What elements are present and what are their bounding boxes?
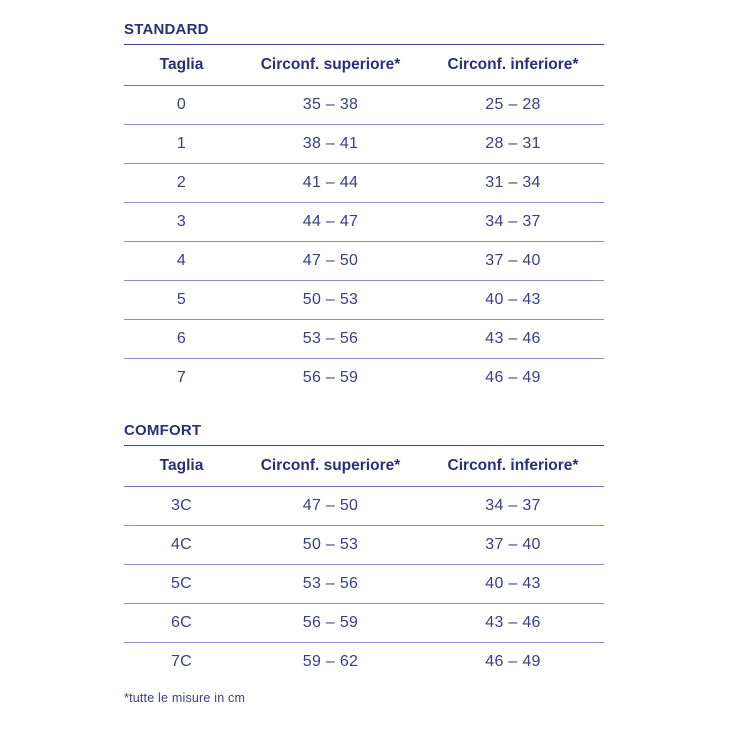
lower-circumference-cell: 43 – 46 (422, 320, 604, 359)
table-row (124, 526, 604, 565)
table-row (124, 86, 604, 125)
upper-circumference-cell: 53 – 56 (239, 565, 422, 604)
upper-circumference-cell: 47 – 50 (239, 487, 422, 526)
size-cell: 1 (124, 125, 239, 164)
upper-circumference-cell: 41 – 44 (239, 164, 422, 203)
upper-circumference-cell: 47 – 50 (239, 242, 422, 281)
lower-circumference-cell: 37 – 40 (422, 526, 604, 565)
lower-circumference-cell: 37 – 40 (422, 242, 604, 281)
upper-circumference-cell: 35 – 38 (239, 86, 422, 125)
table-row (124, 281, 604, 320)
upper-circumference-cell: 44 – 47 (239, 203, 422, 242)
size-cell: 0 (124, 86, 239, 125)
size-cell: 4 (124, 242, 239, 281)
comfort-header-lower: Circonf. inferiore* (422, 446, 604, 487)
table-row (124, 164, 604, 203)
size-cell: 6C (124, 604, 239, 643)
upper-circumference-cell: 50 – 53 (239, 526, 422, 565)
upper-circumference-cell: 56 – 59 (239, 604, 422, 643)
table-row (124, 487, 604, 526)
table-row (124, 320, 604, 359)
size-cell: 3 (124, 203, 239, 242)
upper-circumference-cell: 59 – 62 (302, 653, 359, 670)
lower-circumference-cell: 43 – 46 (422, 604, 604, 643)
size-cell: 5 (124, 281, 239, 320)
size-chart (124, 19, 604, 705)
lower-circumference-cell: 28 – 31 (422, 125, 604, 164)
comfort-header-size: Taglia (124, 446, 239, 487)
table-row (124, 604, 604, 643)
standard-header-upper: Circonf. superiore* (239, 45, 422, 86)
size-cell: 3C (124, 487, 239, 526)
size-cell: 5C (124, 565, 239, 604)
size-cell: 7 (176, 369, 187, 386)
lower-circumference-cell: 40 – 43 (422, 565, 604, 604)
lower-circumference-cell: 46 – 49 (485, 369, 541, 386)
standard-section-title: STANDARD (124, 21, 209, 38)
comfort-table-body (124, 487, 604, 682)
footnote: *tutte le misure in cm (124, 691, 246, 705)
size-cell: 2 (124, 164, 239, 203)
size-cell: 4C (124, 526, 239, 565)
lower-circumference-cell: 34 – 37 (422, 203, 604, 242)
standard-header-lower: Circonf. inferiore* (422, 45, 604, 86)
size-cell: 7C (170, 653, 193, 670)
upper-circumference-cell: 56 – 59 (302, 369, 359, 386)
table-row (124, 203, 604, 242)
table-row (124, 643, 604, 682)
lower-circumference-cell: 34 – 37 (422, 487, 604, 526)
lower-circumference-cell: 31 – 34 (422, 164, 604, 203)
upper-circumference-cell: 38 – 41 (239, 125, 422, 164)
standard-header-size: Taglia (124, 45, 239, 86)
comfort-size-table (124, 445, 604, 681)
lower-circumference-cell: 46 – 49 (485, 653, 541, 670)
upper-circumference-cell: 50 – 53 (239, 281, 422, 320)
table-row (124, 125, 604, 164)
lower-circumference-cell: 25 – 28 (422, 86, 604, 125)
size-cell: 6 (124, 320, 239, 359)
standard-table-body (124, 86, 604, 398)
lower-circumference-cell: 40 – 43 (422, 281, 604, 320)
comfort-section-title: COMFORT (124, 422, 202, 439)
table-row (124, 359, 604, 398)
standard-header-row (124, 45, 604, 86)
table-row (124, 565, 604, 604)
comfort-header-upper: Circonf. superiore* (239, 446, 422, 487)
standard-size-table (124, 44, 604, 397)
upper-circumference-cell: 53 – 56 (239, 320, 422, 359)
table-row (124, 242, 604, 281)
comfort-header-row (124, 446, 604, 487)
